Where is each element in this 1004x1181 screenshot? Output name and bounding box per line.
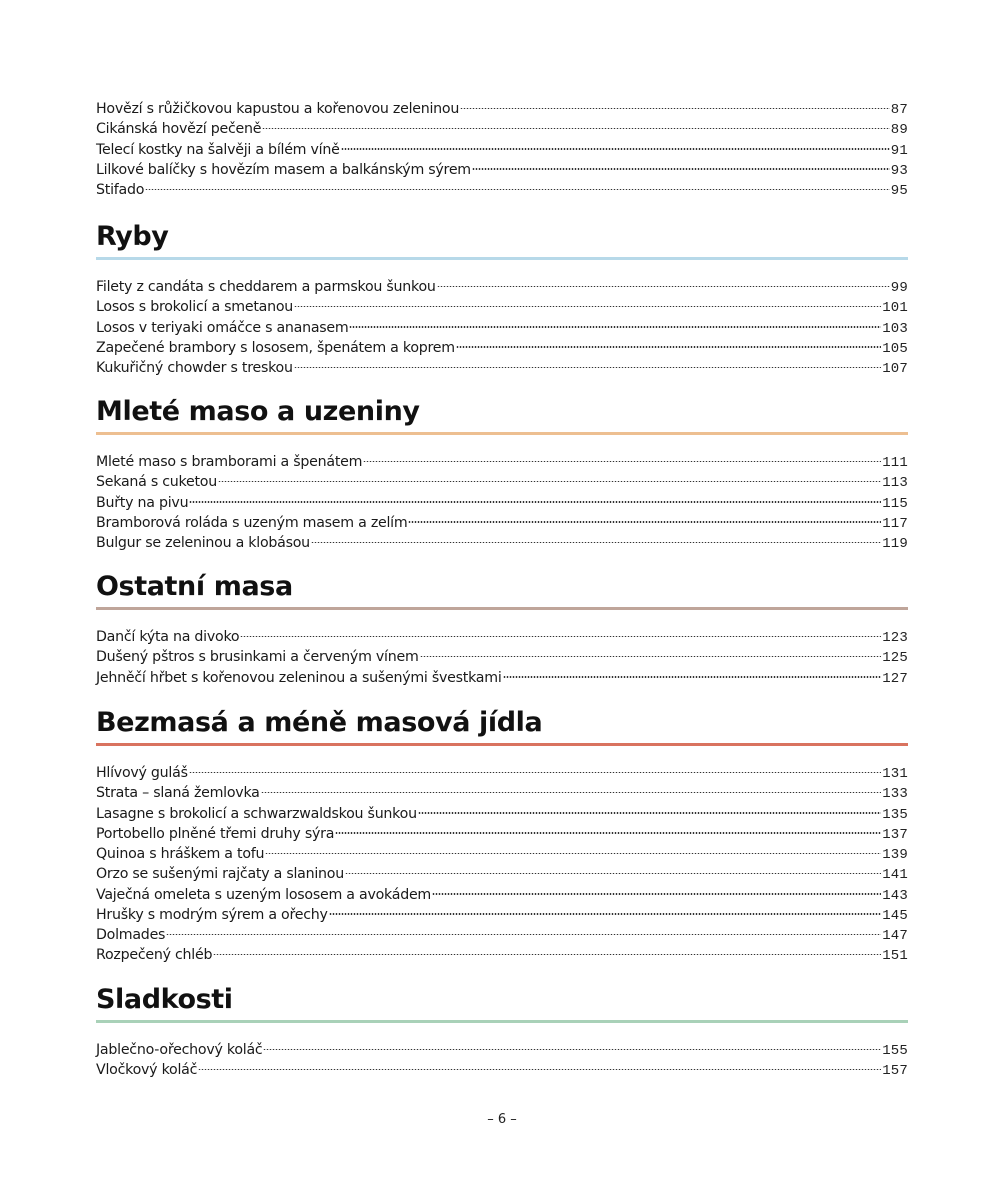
dot-leader bbox=[189, 487, 881, 507]
entry-title: Stifado bbox=[96, 182, 145, 198]
entry-page-number: 95 bbox=[890, 183, 908, 199]
dot-leader bbox=[294, 352, 881, 372]
dot-leader bbox=[349, 312, 881, 332]
entry-title: Portobello plněné třemi druhy sýra bbox=[96, 825, 335, 842]
toc-entry[interactable] bbox=[96, 271, 908, 296]
entry-title: Zapečené brambory s lososem, špenátem a koprem bbox=[96, 339, 455, 356]
entry-page-number: 113 bbox=[882, 475, 908, 492]
section-rule bbox=[96, 257, 908, 260]
entry-title: Bramborová roláda s uzeným masem a zelím bbox=[96, 514, 408, 531]
entry-title: Telecí kostky na šalvěji a bílém víně bbox=[96, 141, 340, 158]
toc-entry[interactable] bbox=[96, 919, 908, 944]
section-heading: Bezmasá a méně masová jídla bbox=[96, 707, 543, 738]
entry-page-number: 155 bbox=[882, 1043, 908, 1059]
section-heading: Ryby bbox=[96, 221, 169, 252]
entry-page-number: 147 bbox=[882, 928, 908, 944]
entry-page-number: 127 bbox=[882, 670, 908, 687]
entry-title: Lasagne s brokolicí a schwarzwaldskou šunkou bbox=[96, 805, 417, 822]
dot-leader bbox=[460, 93, 890, 113]
entry-title: Mleté maso s bramborami a špenátem bbox=[96, 454, 363, 470]
entry-page-number: 141 bbox=[882, 867, 908, 884]
entry-page-number: 151 bbox=[882, 948, 908, 965]
section-mlete-maso bbox=[96, 395, 908, 552]
entry-page-number: 137 bbox=[882, 826, 908, 843]
dot-leader bbox=[456, 332, 881, 352]
toc-entries bbox=[96, 1034, 908, 1080]
toc-entry[interactable] bbox=[96, 777, 908, 803]
dot-leader bbox=[198, 1054, 881, 1074]
entry-title: Dušený pštros s brusinkami a červeným vínem bbox=[96, 649, 419, 666]
entry-page-number: 133 bbox=[882, 786, 908, 803]
dot-leader bbox=[408, 507, 881, 527]
toc-entries bbox=[96, 621, 908, 687]
entry-page-number: 119 bbox=[882, 536, 908, 552]
entry-title: Vaječná omeleta s uzeným lososem a avokádem bbox=[96, 886, 431, 903]
toc-entry[interactable] bbox=[96, 93, 908, 118]
entry-title: Jablečno-ořechový koláč bbox=[96, 1042, 263, 1058]
dot-leader bbox=[418, 798, 881, 818]
toc-entry[interactable] bbox=[96, 757, 908, 782]
entry-page-number: 139 bbox=[882, 847, 908, 863]
dot-leader bbox=[503, 662, 882, 682]
entry-page-number: 123 bbox=[882, 630, 908, 646]
entry-title: Losos v teriyaki omáčce s ananasem bbox=[96, 319, 349, 336]
entry-page-number: 103 bbox=[882, 320, 908, 337]
dot-leader bbox=[335, 818, 881, 838]
entry-title: Jehněčí hřbet s kořenovou zeleninou a sušenými švestkami bbox=[96, 669, 502, 686]
toc-entries bbox=[96, 93, 908, 199]
dot-leader bbox=[240, 621, 881, 641]
entry-title: Hrušky s modrým sýrem a ořechy bbox=[96, 906, 328, 923]
section-heading: Ostatní masa bbox=[96, 571, 293, 602]
toc-entry[interactable] bbox=[96, 507, 908, 532]
dot-leader bbox=[294, 291, 881, 311]
entry-title: Dolmades bbox=[96, 927, 166, 943]
dot-leader bbox=[189, 757, 881, 777]
toc-entries bbox=[96, 757, 908, 965]
section-sladkosti bbox=[96, 983, 908, 1080]
entry-title: Strata – slaná žemlovka bbox=[96, 785, 260, 802]
entry-title: Hovězí s růžičkovou kapustou a kořenovou zeleninou bbox=[96, 101, 460, 117]
entry-page-number: 93 bbox=[890, 162, 908, 179]
toc-entries bbox=[96, 271, 908, 377]
entry-title: Quinoa s hráškem a tofu bbox=[96, 846, 265, 862]
entry-page-number: 135 bbox=[882, 806, 908, 823]
entry-title: Vločkový koláč bbox=[96, 1062, 198, 1079]
dot-leader bbox=[329, 899, 882, 919]
dot-leader bbox=[341, 134, 890, 154]
toc-entry[interactable] bbox=[96, 1034, 908, 1059]
section-ryby bbox=[96, 220, 908, 377]
dot-leader bbox=[265, 838, 881, 858]
entry-page-number: 107 bbox=[882, 361, 908, 377]
toc-entry[interactable] bbox=[96, 621, 908, 646]
entry-page-number: 143 bbox=[882, 887, 908, 904]
entry-page-number: 101 bbox=[882, 300, 908, 317]
section-rule bbox=[96, 743, 908, 746]
dot-leader bbox=[437, 271, 890, 291]
dot-leader bbox=[262, 113, 890, 133]
dot-leader bbox=[420, 641, 882, 661]
entry-title: Sekaná s cuketou bbox=[96, 474, 217, 491]
section-heading: Mleté maso a uzeniny bbox=[96, 396, 420, 427]
entry-title: Buřty na pivu bbox=[96, 494, 189, 511]
section-rule bbox=[96, 432, 908, 435]
entry-title: Cikánská hovězí pečeně bbox=[96, 121, 262, 138]
toc-entry[interactable] bbox=[96, 1054, 908, 1080]
dot-leader bbox=[363, 446, 881, 466]
dot-leader bbox=[263, 1034, 881, 1054]
entry-title: Rozpečený chléb bbox=[96, 947, 213, 964]
entry-title: Orzo se sušenými rajčaty a slaninou bbox=[96, 866, 344, 883]
entry-page-number: 105 bbox=[882, 340, 908, 357]
toc-entry[interactable] bbox=[96, 939, 908, 965]
entry-title: Losos s brokolicí a smetanou bbox=[96, 299, 294, 316]
entry-title: Kukuřičný chowder s treskou bbox=[96, 360, 293, 376]
dot-leader bbox=[261, 777, 882, 797]
dot-leader bbox=[311, 527, 881, 547]
section-ostatni-masa bbox=[96, 570, 908, 687]
dot-leader bbox=[166, 919, 881, 939]
dot-leader bbox=[345, 858, 881, 878]
entry-page-number: 99 bbox=[890, 280, 908, 296]
dot-leader bbox=[472, 154, 890, 174]
entry-page-number: 87 bbox=[890, 102, 908, 118]
toc-entry[interactable] bbox=[96, 466, 908, 492]
toc-entry[interactable] bbox=[96, 446, 908, 471]
entry-page-number: 89 bbox=[890, 122, 908, 139]
page-number-footer: – 6 – bbox=[487, 1112, 517, 1127]
dot-leader bbox=[432, 879, 881, 899]
entry-title: Filety z candáta s cheddarem a parmskou šunkou bbox=[96, 279, 436, 295]
toc-entries bbox=[96, 446, 908, 552]
section-rule bbox=[96, 1020, 908, 1023]
entry-page-number: 157 bbox=[882, 1063, 908, 1080]
dot-leader bbox=[213, 939, 881, 959]
entry-page-number: 131 bbox=[882, 766, 908, 782]
entry-page-number: 125 bbox=[882, 650, 908, 667]
entry-title: Hlívový guláš bbox=[96, 765, 188, 781]
entry-page-number: 91 bbox=[890, 142, 908, 159]
entry-page-number: 115 bbox=[882, 495, 908, 512]
section-rule bbox=[96, 607, 908, 610]
dot-leader bbox=[218, 466, 881, 486]
toc-entry[interactable] bbox=[96, 174, 908, 199]
dot-leader bbox=[145, 174, 890, 194]
toc-continued-group bbox=[96, 93, 908, 199]
entry-title: Dančí kýta na divoko bbox=[96, 629, 240, 645]
section-heading: Sladkosti bbox=[96, 984, 233, 1015]
toc-entry[interactable] bbox=[96, 487, 908, 512]
entry-page-number: 117 bbox=[882, 515, 908, 532]
section-bezmasa bbox=[96, 706, 908, 965]
entry-title: Lilkové balíčky s hovězím masem a balkánským sýrem bbox=[96, 161, 471, 178]
entry-page-number: 145 bbox=[882, 907, 908, 924]
entry-title: Bulgur se zeleninou a klobásou bbox=[96, 535, 310, 551]
entry-page-number: 111 bbox=[882, 455, 908, 471]
